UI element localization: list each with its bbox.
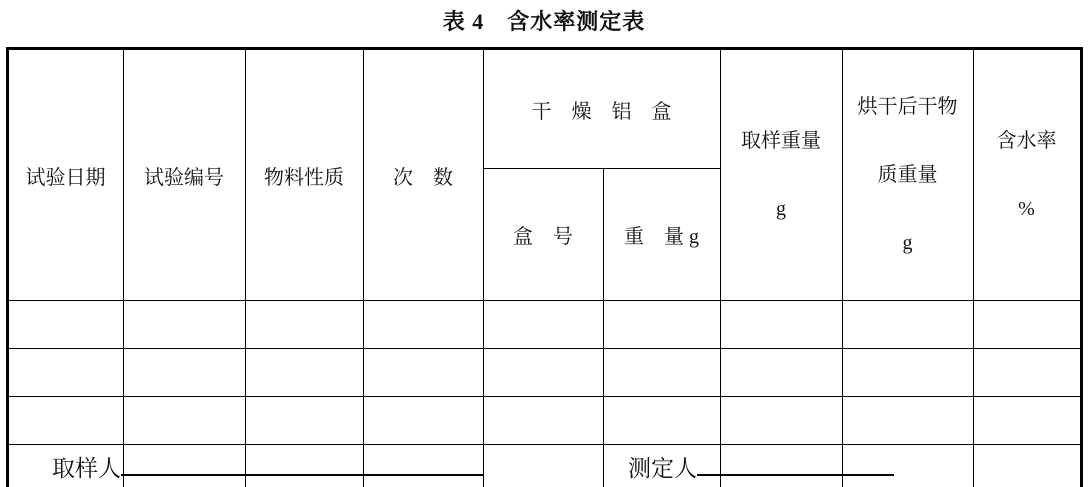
header-moisture-line2: % <box>1018 198 1035 220</box>
empty-cell <box>603 349 720 397</box>
header-test-date: 试验日期 <box>7 49 123 301</box>
empty-cell <box>973 397 1081 445</box>
empty-cell <box>7 397 123 445</box>
header-sample-weight <box>720 49 842 301</box>
empty-cell <box>245 397 363 445</box>
table-row <box>7 397 1081 445</box>
empty-cell <box>603 397 720 445</box>
empty-cell <box>483 349 603 397</box>
header-times: 次 数 <box>363 49 483 301</box>
empty-cell <box>123 349 245 397</box>
empty-cell <box>363 301 483 349</box>
empty-cell <box>720 301 842 349</box>
table-row <box>7 301 1081 349</box>
table-title: 表 4 含水率测定表 <box>442 9 646 34</box>
empty-cell <box>842 397 973 445</box>
sampler-field <box>52 450 483 484</box>
empty-cell <box>720 349 842 397</box>
signature-row <box>0 450 1088 484</box>
header-dry-matter-weight <box>842 49 973 301</box>
empty-cell <box>7 349 123 397</box>
empty-cell <box>842 349 973 397</box>
header-dry-matter-line2: 质重量 <box>877 164 938 186</box>
empty-cell <box>363 397 483 445</box>
empty-cell <box>245 301 363 349</box>
header-sample-weight-line2: g <box>776 198 786 220</box>
header-drying-box-group: 干 燥 铝 盒 <box>483 49 720 169</box>
empty-cell <box>7 301 123 349</box>
empty-cell <box>973 301 1081 349</box>
empty-cell <box>123 397 245 445</box>
empty-cell <box>483 301 603 349</box>
tester-label: 测定人 <box>628 456 697 481</box>
header-box-number: 盒 号 <box>483 169 603 301</box>
header-sample-weight-line1: 取样重量 <box>741 130 821 152</box>
empty-cell <box>363 349 483 397</box>
table-header <box>7 49 1081 301</box>
empty-cell <box>842 301 973 349</box>
empty-cell <box>603 301 720 349</box>
sampler-signature-line <box>121 450 483 476</box>
empty-cell <box>720 397 842 445</box>
table-row <box>7 349 1081 397</box>
tester-signature-line <box>697 450 894 476</box>
empty-cell <box>973 349 1081 397</box>
header-moisture-line1: 含水率 <box>996 130 1057 152</box>
header-test-number: 试验编号 <box>123 49 245 301</box>
header-box-weight: 重 量 g <box>603 169 720 301</box>
moisture-table <box>6 47 1083 487</box>
header-row-1 <box>7 49 1081 169</box>
sampler-label: 取样人 <box>52 456 121 481</box>
header-dry-matter-line1: 烘干后干物 <box>857 96 958 118</box>
header-material-property: 物料性质 <box>245 49 363 301</box>
empty-cell <box>245 349 363 397</box>
header-dry-matter-line3: g <box>902 232 913 254</box>
empty-cell <box>483 397 603 445</box>
empty-cell <box>123 301 245 349</box>
tester-field <box>628 450 894 484</box>
header-moisture-content <box>973 49 1081 301</box>
